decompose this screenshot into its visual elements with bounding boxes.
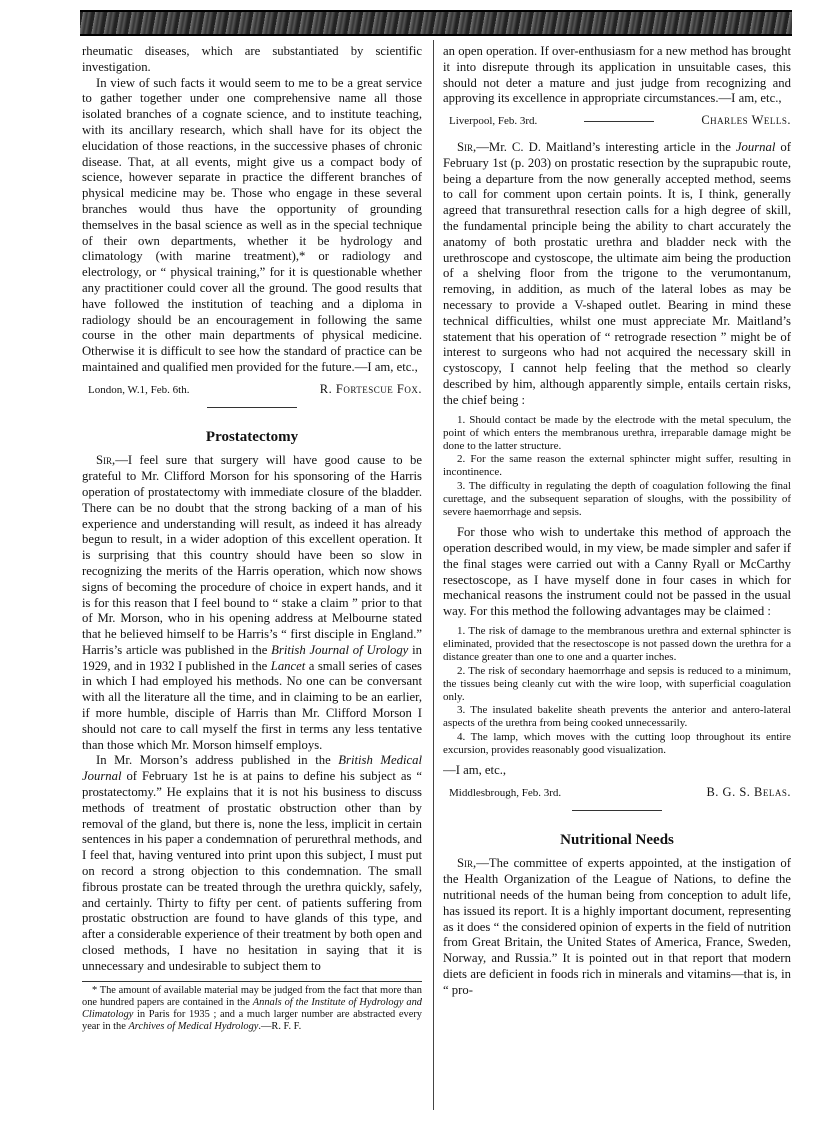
prostatectomy-text-b: in 1929, and in 1932 I published in the [82, 642, 422, 673]
prostatectomy-text-a: —I feel sure that surgery will have good cause to be grateful to Mr. Clifford Morson for his sponsoring of the Harris operation of prostatectomy with immediate closure of the bladder. There can be no doubt that the strong backing of a man of his experience and understanding will result, as indeed it has already begun to result, in a wider adoption of this excellent operation. It is surprising that this country should have been so slow in recognizing the merits of the Harris operation, which now shows signs of becoming the procedure of choice in expert hands, and it is for this reason that I feel bound to “ stake a claim ” prior to that of Mr. Morson, who in his opening address at Melbourne stated that he believed himself to be Harris’s “ first disciple in England.” Harris’s article was published in the [82, 453, 422, 657]
belas-signature [443, 785, 791, 802]
prostatectomy-paragraph-1 [82, 453, 422, 753]
footnote-text-a: * The amount of available material may be judged from the fact that more than one hundred papers are contained in the [82, 984, 422, 1008]
list-item: 2. For the same reason the external sphincter might suffer, resulting in incontinence. [443, 453, 791, 479]
salutation-sir: Sir, [457, 139, 477, 154]
footnote-text-b: in Paris for 1935 ; and a much larger number are abstracted every year in the [82, 1009, 422, 1033]
nutrition-text: —The committee of experts appointed, at the instigation of the Health Organization of the League of Nations, to define the nutritional needs of the human being from conception to adult life, has issued its report. It is a highly important document, representing as it does “ the considered opinion of experts in the field of nutrition from Great Britain, the United States of America, France, Sweden, Norway, and Russia.” It is pointed out in that report that modern diets are deficient in foods rich in minerals and vitamins—that is, in “ pro- [443, 856, 791, 997]
section-separator [572, 810, 662, 811]
fox-letter-paragraph: In view of such facts it would seem to me to be a great service to gather together under one comprehensive name all those isolated branches of a cognate science, and to institute teaching, with its ancillary research, which shall have for its object the elucidation of those reactions, in the successive phases of chronic disease. That, at all events, might give us a compact body of science, however separate in practice the different branches of physical medicine may be. Those who engage in these several branches would thus have the opportunity of grounding themselves in the basal science as well as in the special technique of their own departments, whether it be hydrology and climatology (with marine treatment),* or radiology and electrology, or “ physical training,” for it is questionable whether any practitioner could cover all the ground. The good results that have followed the institution of teaching and a diploma in radiology should be an encouragement in following the same course in the other main departments of physical medicine. Otherwise it is difficult to see how the standard of practice can be maintained and qualified men provided for the future.—I am, etc., [82, 75, 422, 374]
journal-title-journal: Journal [735, 139, 776, 154]
wells-signature [443, 113, 791, 130]
footnote-text-c: .—R. F. F. [258, 1021, 302, 1033]
wells-author-name: Charles Wells. [701, 113, 791, 128]
wells-place-date: Liverpool, Feb. 3rd. [449, 115, 538, 128]
prostatectomy-paragraph-2 [82, 753, 422, 974]
footnote [82, 981, 422, 1034]
footnote-annals-title: Annals of the Institute of Hydrology and Climatology [82, 996, 422, 1021]
list-item: 3. The insulated bakelite sheath prevents the anterior and antero-lateral aspects of the urethra from being cooked unnecessarily. [443, 704, 791, 730]
column-divider [433, 40, 434, 1110]
list-item: 2. The risk of secondary haemorrhage and sepsis is reduced to a minimum, the tissues being cleanly cut with the wire loop, with superficial coagulation only. [443, 664, 791, 703]
belas-paragraph-2: For those who wish to undertake this method of approach the operation described would, in my view, be made simpler and safer if the final stages were carried out with a Canny Ryall or McCarthy resectoscope, as I have myself done in four cases in which for mechanical reasons the instrument could not be passed in the usual way. For this method the following advantages may be claimed : [443, 525, 791, 619]
journal-title-lancet: Lancet [270, 658, 306, 673]
heading-prostatectomy: Prostatectomy [205, 428, 299, 445]
fox-place-date: London, W.1, Feb. 6th. [88, 383, 190, 396]
fox-letter-continuation: rheumatic diseases, which are substantiated by scientific investigation. [82, 44, 422, 74]
advantages-list [443, 625, 791, 757]
fox-signature [82, 382, 422, 399]
belas-author-name: B. G. S. Belas. [706, 784, 791, 799]
belas-text-b: of February 1st (p. 203) on prostatic resection by the suprapubic route, being a departure from the now generally accepted method, seems to call for comment upon certain points. It is, I think, generally agreed that transurethral resection calls for a high degree of skill, the fundamental principle being the ability to chart accurately the anatomy of both prostatic urethra and bladder neck with the urethroscope and cystoscope, the ultimate aim being the production of a shelving floor from the trigone to the verumontanum, removing, in addition, as much of the lateral lobes as may be necessary to provide a V-shaped outlet. Bearing in mind these technical difficulties, whilst one must appreciate Mr. Maitland’s statement that his operation of “ retrograde resection ” might be of interest to surgeons who had not acquired the necessary skill in cystoscopy, I cannot help feeling that the method so clearly described by him, although apparently simple, entails certain risks, the chief being : [443, 139, 791, 407]
belas-closing: —I am, etc., [443, 762, 507, 777]
nutrition-paragraph [443, 856, 791, 998]
belas-text-a: —Mr. C. D. Maitland’s interesting article in the [476, 139, 736, 154]
heading-nutritional-needs: Nutritional Needs [560, 831, 674, 848]
risks-list [443, 414, 791, 520]
prostatectomy-text-e: of February 1st he is at pains to define his subject as “ prostatectomy.” He explains that it is not his business to discuss methods of treatment of prostatic obstruction other than by removal of the gland, but there is, none the less, implicit in certain sentences in his paper a condemnation of perurethral methods, and I feel that, having ventured into print upon this subject, I must put on record a strong objection to this condemnation. The small fibrous prostate can be treated through the urethra quickly, safely, and certainly. Thirty to fifty per cent. of patients suffering from prostatic obstruction are found to have glands of this type, and after a considerable experience of their treatment by both open and closed methods, I have no hesitation in saying that it is unnecessary and undesirable to subject them to [82, 769, 422, 973]
journal-title-bju: British Journal of Urology [271, 642, 409, 657]
prostatectomy-text-c: a small series of cases in which I had employed his methods. No one can be conversant with all the literature all the time, and in claiming to be an earlier, if more humble, disciple of Harris than Mr. Clifford Morson I should not care to call myself the first in terms any less tentative than those which Mr. Morson himself employs. [82, 658, 422, 752]
section-separator [207, 407, 297, 408]
header-ornament-bar [80, 10, 792, 36]
prostatectomy-text-d: In Mr. Morson’s address published in the [96, 753, 339, 768]
salutation-sir: Sir, [457, 856, 477, 871]
signature-rule [584, 121, 654, 122]
belas-place-date: Middlesbrough, Feb. 3rd. [449, 786, 562, 799]
salutation-sir: Sir, [96, 453, 116, 468]
journal-title-bmj: British Medical Journal [82, 753, 422, 784]
list-item: 1. Should contact be made by the electrode with the metal speculum, the point of which enters the membranous urethra, irreparable damage might be done to the latter structure. [443, 413, 791, 452]
list-item: 3. The difficulty in regulating the depth of coagulation following the final curettage, and the subsequent separation of sloughs, with the possibility of severe haemorrhage and sepsis. [443, 479, 791, 518]
fox-author-name: R. Fortescue Fox. [319, 381, 422, 396]
footnote-archives-title: Archives of Medical Hydrology [128, 1021, 259, 1033]
list-item: 4. The lamp, which moves with the cutting loop throughout its entire excursion, provides reasonably good visualization. [443, 730, 791, 756]
left-column [82, 44, 422, 1116]
wells-letter-continuation: an open operation. If over-enthusiasm for a new method has brought it into disrepute through its application in unsuitable cases, this should not deter a mature and just judge from recognizing and approving its excellence in appropriate circumstances.—I am, etc., [443, 44, 791, 106]
belas-paragraph-1 [443, 140, 791, 409]
list-item: 1. The risk of damage to the membranous urethra and external sphincter is eliminated, provided that the resectoscope is not passed down the urethra for a distance greater than one to one and a quarter inches. [443, 624, 791, 664]
right-column [443, 44, 791, 1116]
